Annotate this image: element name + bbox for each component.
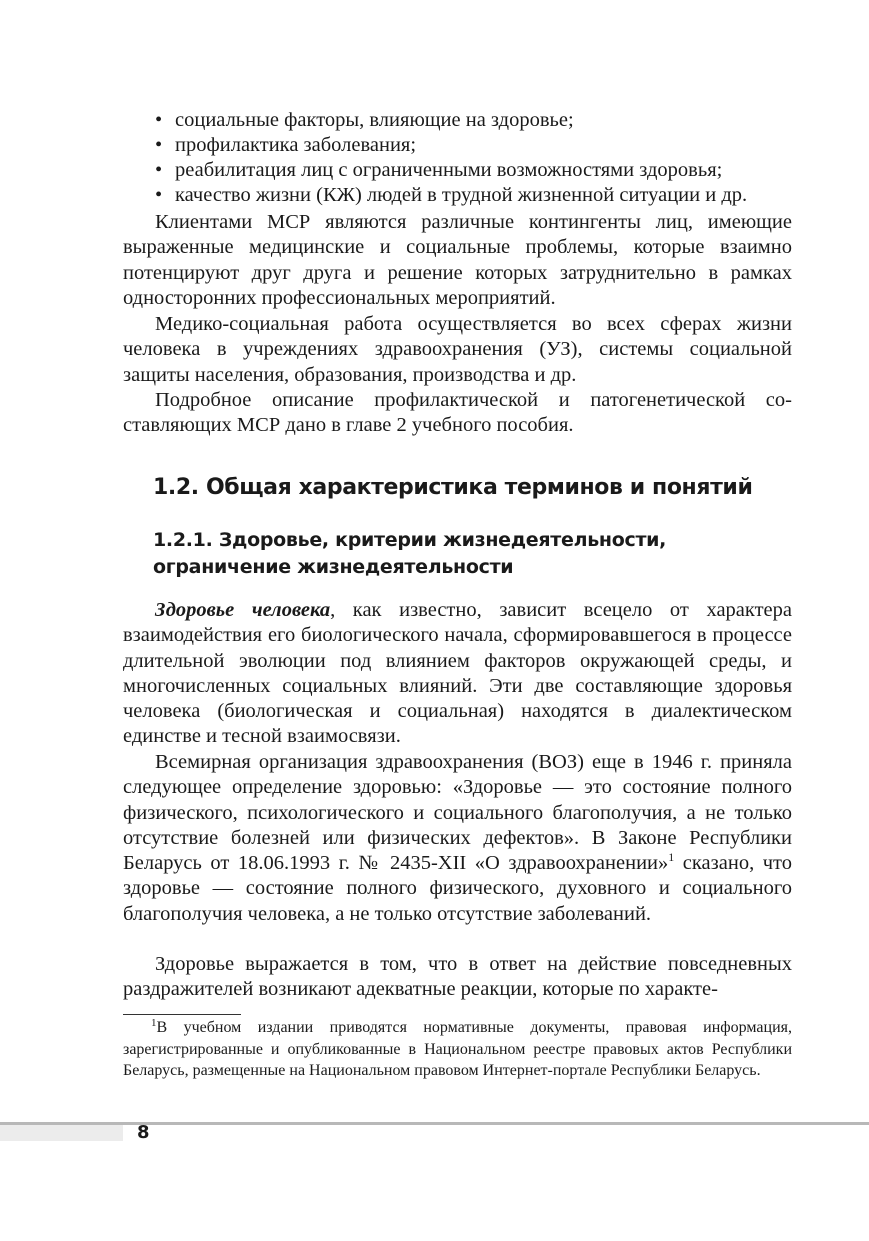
section-heading: 1.2. Общая характеристика терминов и понятий — [153, 475, 753, 500]
list-item-text: качество жизни (КЖ) людей в трудной жизненной ситуации и др. — [175, 184, 748, 206]
paragraph-text: , как известно, зависит всецело от характера взаимодействия его биологического начала, сформировавшегося в процессе длительной эволюции под влиянием факторов окружающей среды, и многочисленных социальных влияний. Эти две составляющие здоровья человека (биологическая и социальная) находятся в диалектическом единстве и тесной взаимосвязи. — [123, 599, 792, 748]
footer-tab — [0, 1125, 123, 1141]
list-item-text: реабилитация лиц с ограниченными возможностями здоровья; — [175, 159, 723, 181]
page-number: 8 — [137, 1122, 150, 1143]
footer-rule — [0, 1122, 869, 1125]
footnote-divider — [123, 1014, 241, 1015]
bullet-list — [123, 108, 792, 208]
footnote-mark: 1 — [151, 1017, 157, 1029]
bullet-icon: • — [155, 109, 163, 131]
paragraph-clients: Клиентами МСР являются различные контингенты лиц, имеющие выраженные медицинские и социальные проблемы, которые взаимно потенцируют друг друга и решение которых затруднительно в рамках односторонних профессиональных мероприятий. — [123, 211, 792, 309]
bullet-icon: • — [155, 184, 163, 206]
footnote-reference: 1 — [668, 850, 675, 865]
list-item — [123, 158, 792, 183]
paragraph-text-tail: сказано, что здоровье — состояние полного физического, духовного и социального благополучия человека, а не только отсутствие заболеваний. — [123, 852, 792, 925]
subsection-heading — [153, 527, 666, 581]
paragraph-reactions: Здоровье выражается в том, что в ответ на действие повседневных раздражителей возникают адекватные реакции, которые по характе- — [123, 953, 792, 1001]
subsection-heading-line1: 1.2.1. Здоровье, критерии жизнедеятельности, — [153, 529, 667, 551]
list-item — [123, 133, 792, 158]
list-item — [123, 108, 792, 133]
paragraph-who — [123, 750, 792, 927]
list-item-text: социальные факторы, влияющие на здоровье; — [175, 109, 574, 131]
list-item-text: профилактика заболевания; — [175, 134, 417, 156]
emphasis-term: Здоровье человека — [155, 599, 331, 621]
footnote — [123, 1017, 792, 1082]
list-item — [123, 183, 792, 208]
paragraph-health-definition — [123, 598, 792, 750]
paragraph-text: Всемирная организация здравоохранения (ВОЗ) еще в 1946 г. приняла следующее определение здоровью: «Здоровье — это состояние полного физического, психологического и социального благополучия, а не только отсутствие болезней или физических дефектов». В Законе Республики Беларусь от 18.06.1993 г. № 2435-XII «О здравоохранении» — [123, 751, 792, 875]
footnote-text: В учебном издании приводятся нормативные документы, правовая информация, зарегистрированные и опубликованные в Национальном реестре правовых актов Республики Беларусь, размещенные на Национальном правовом Интернет-портале Республики Беларусь. — [123, 1019, 792, 1079]
subsection-heading-line2: ограничение жизнедеятельности — [153, 556, 514, 578]
bullet-icon: • — [155, 159, 163, 181]
paragraph-description: Подробное описание профилактической и патогенетической составляющих МСР дано в главе 2 учебного пособия. — [123, 389, 792, 437]
bullet-icon: • — [155, 134, 163, 156]
paragraph-spheres: Медико-социальная работа осуществляется во всех сферах жизни человека в учреждениях здравоохранения (УЗ), системы социальной защиты населения, образования, производства и др. — [123, 313, 792, 386]
